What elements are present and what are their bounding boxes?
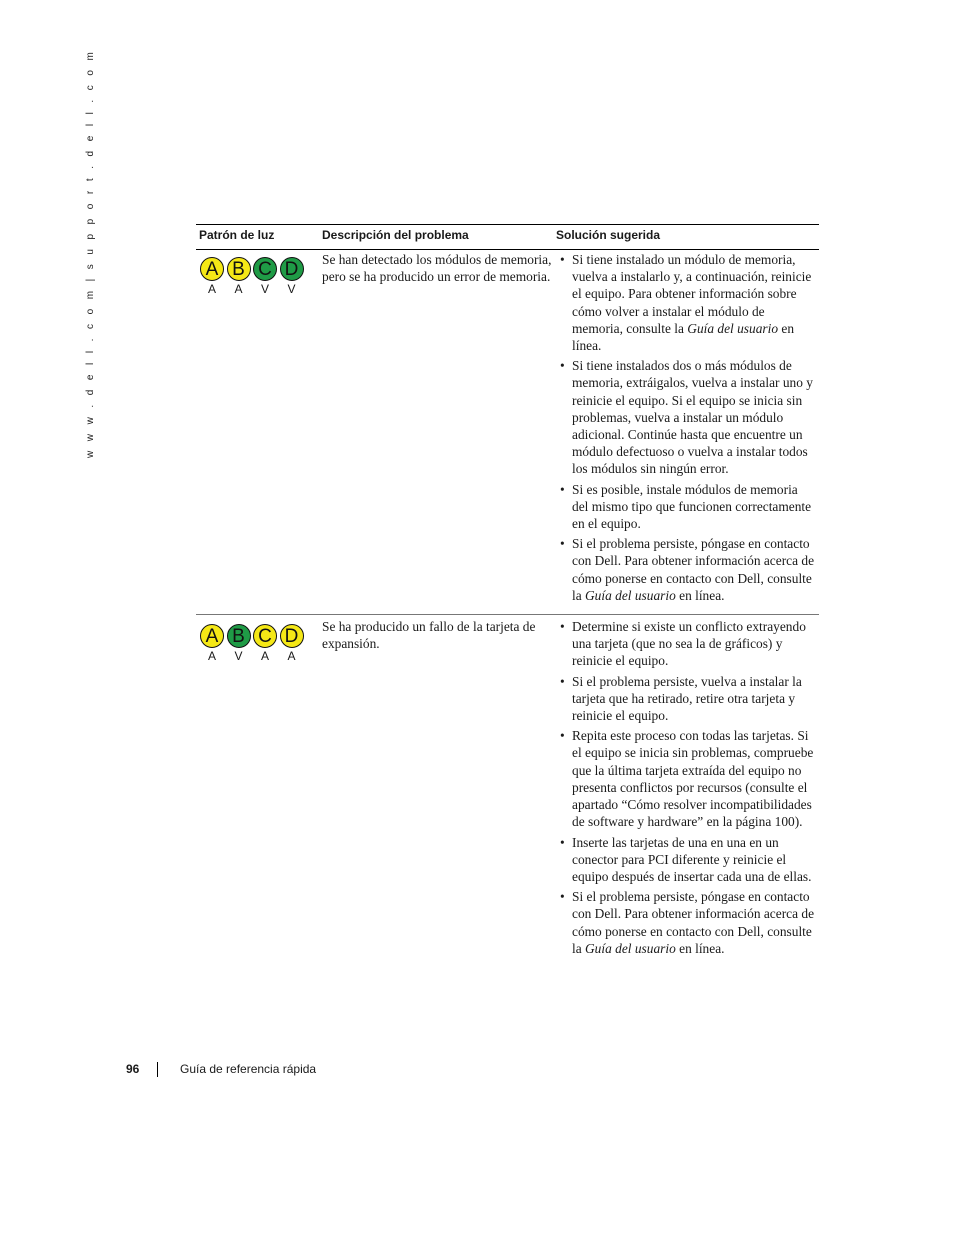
diagnostic-lights [200,257,316,281]
light-c-color-label: V [260,282,269,296]
light-b-icon: B [227,624,251,648]
side-url: w w w . d e l l . c o m | s u p p o r t . d e l l . c o m [85,48,96,458]
page-number: 96 [126,1062,140,1076]
solution-item: • Repita este proceso con todas las tarjetas. Si el equipo se inicia sin problemas, compruebe que la última tarjeta extraída del equipo no presenta conflictos por recursos (consulte el apartado “Cómo resolver incompatibilidades de software y hardware” en la página 100). [556,727,816,830]
light-a-icon: A [200,624,224,648]
solution-item: • Si el problema persiste, vuelva a instalar la tarjeta que ha retirado, retire otra tarjeta y reinicie el equipo. [556,673,816,725]
solution-list [556,618,816,957]
solution-item: • Si tiene instalados dos o más módulos de memoria, extráigalos, vuelva a instalar uno y reinicie el equipo. Si el equipo se inicia sin problemas, vuelva a instalar un módulo adicional. Continúe hasta que encuentre un módulo defectuoso o vuelva a instalar todos los módulos sin ningún error. [556,357,816,477]
table-header-row [196,225,819,250]
problem-description: Se ha producido un fallo de la tarjeta de expansión. [319,615,556,967]
solution-list [556,251,816,604]
light-d-color-label: V [287,282,296,296]
light-b-icon: B [227,257,251,281]
light-d-icon: D [280,257,304,281]
suggested-solution-cell [556,615,819,967]
header-light-pattern: Patrón de luz [196,225,319,250]
light-c-color-label: A [260,649,269,664]
light-d-color-label: A [287,649,296,664]
light-a-icon: A [200,257,224,281]
light-c-icon: C [253,257,277,281]
light-a-color-label: A [207,282,216,296]
document-title: Guía de referencia rápida [180,1062,317,1076]
solution-item: • Si el problema persiste, póngase en contacto con Dell. Para obtener información acerca de cómo ponerse en contacto con Dell, consulte la Guía del usuario en línea. [556,535,816,604]
header-problem-description: Descripción del problema [319,225,556,250]
solution-item: • Si el problema persiste, póngase en contacto con Dell. Para obtener información acerca de cómo ponerse en contacto con Dell, consulte la Guía del usuario en línea. [556,888,816,957]
solution-item: • Si es posible, instale módulos de memoria del mismo tipo que funcionen correctamente en el equipo. [556,481,816,533]
light-pattern-cell [196,250,319,615]
header-suggested-solution: Solución sugerida [556,225,819,250]
solution-item: • Si tiene instalado un módulo de memoria, vuelva a instalarlo y, a continuación, reinicie el equipo. Para obtener información sobre cómo volver a instalar el módulo de memoria, consulte la Guía del usuario en línea. [556,251,816,354]
light-color-labels [200,281,316,297]
solution-item: • Determine si existe un conflicto extrayendo una tarjeta (que no sea la de gráficos) y reinicie el equipo. [556,618,816,670]
diagnostic-lights [200,624,316,648]
light-color-labels [200,648,316,664]
solution-item: • Inserte las tarjetas de una en una en un conector para PCI diferente y reinicie el equipo después de insertar cada una de ellas. [556,834,816,886]
problem-description: Se han detectado los módulos de memoria, pero se ha producido un error de memoria. [322,252,552,285]
diagnostic-lights-table [196,224,819,967]
light-a-color-label: A [207,649,216,664]
light-b-color-label: A [234,282,243,296]
table-row [196,615,819,967]
light-d-icon: D [280,624,304,648]
light-b-color-label: V [234,649,243,664]
suggested-solution-cell [556,250,819,615]
light-c-icon: C [253,624,277,648]
footer-divider [157,1062,158,1077]
table-row [196,250,819,615]
light-pattern-cell [196,615,319,967]
